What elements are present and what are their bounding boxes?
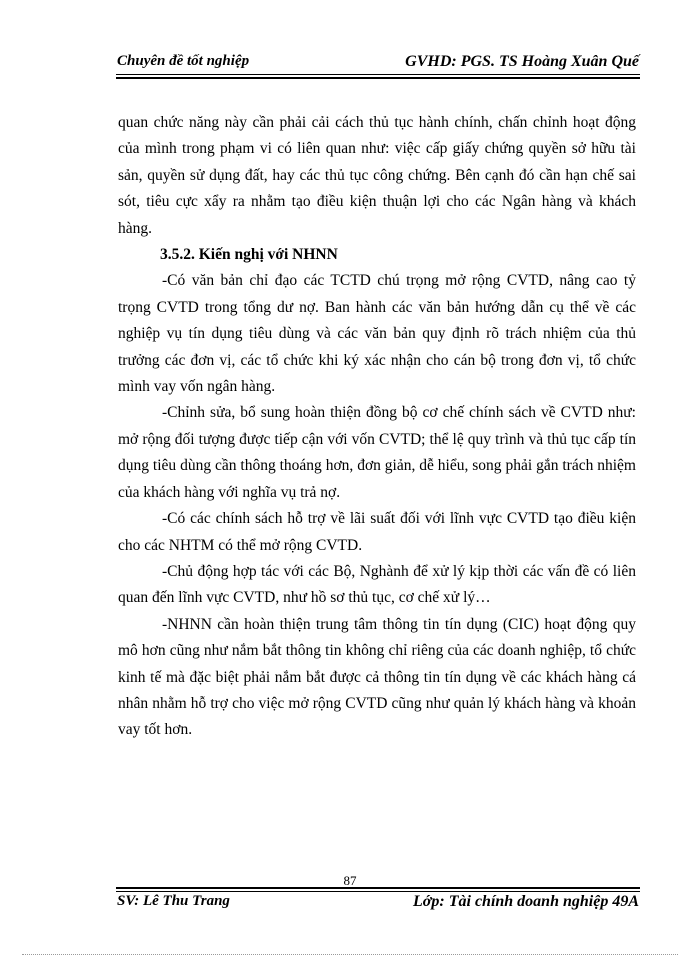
header-rule-thin: [116, 74, 640, 75]
page-header: [117, 50, 639, 72]
body-paragraph: -Chỉnh sửa, bổ sung hoàn thiện đồng bộ cơ chế chính sách về CVTD như: mở rộng đối tượng được tiếp cận với vốn CVTD; thể lệ quy trình và thủ tục cấp tín dụng tiêu dùng cần thông thoáng hơn, đơn giản, dễ hiểu, song phải gắn trách nhiệm của khách hàng với nghĩa vụ trả nợ.: [118, 404, 636, 501]
header-document-type: Chuyên đề tốt nghiệp: [117, 53, 250, 69]
page-edge-divider: [22, 954, 678, 955]
header-supervisor: GVHD: PGS. TS Hoàng Xuân Quế: [405, 53, 639, 70]
page-body: [118, 110, 636, 744]
footer-student: SV: Lê Thu Trang: [117, 893, 230, 909]
footer-class: Lớp: Tài chính doanh nghiệp 49A: [413, 893, 639, 910]
body-paragraph: -Chủ động hợp tác với các Bộ, Nghành để xử lý kịp thời các vấn đề có liên quan đến lĩnh vực CVTD, như hồ sơ thủ tục, cơ chế xử lý…: [118, 562, 636, 607]
section-heading: 3.5.2. Kiến nghị với NHNN: [160, 246, 338, 264]
body-paragraph: -NHNN cần hoàn thiện trung tâm thông tin tín dụng (CIC) hoạt động quy mô hơn cũng như nắm bắt thông tin không chỉ riêng của các doanh nghiệp, tổ chức kinh tế mà đặc biệt phải nắm bắt được cả thông tin tín dụng về các khách hàng cá nhân nhằm hỗ trợ cho việc mở rộng CVTD cũng như quản lý khách hàng và khoản vay tốt hơn.: [118, 615, 636, 739]
page-number: 87: [343, 873, 357, 888]
page-footer: [117, 893, 639, 915]
footer-rule-thick: [116, 887, 640, 889]
body-paragraph: -Có các chính sách hỗ trợ về lãi suất đối với lĩnh vực CVTD tạo điều kiện cho các NHTM có thể mở rộng CVTD.: [118, 510, 636, 554]
continuation-paragraph: quan chức năng này cần phải cải cách thủ tục hành chính, chấn chỉnh hoạt động của mình trong phạm vi có liên quan như: việc cấp giấy chứng quyền sở hữu tài sản, quyền sử dụng đất, hay các thủ tục công chứng. Bên cạnh đó cần hạn chế sai sót, tiêu cực xẩy ra nhằm tạo điều kiện thuận lợi cho các Ngân hàng và khách hàng.: [118, 114, 636, 237]
footer-rule-thin: [116, 891, 640, 892]
body-paragraph: -Có văn bản chỉ đạo các TCTD chú trọng mở rộng CVTD, nâng cao tỷ trọng CVTD trong tổng dư nợ. Ban hành các văn bản hướng dẫn cụ thể về các nghiệp vụ tín dụng tiêu dùng và các văn bản quy định rõ trách nhiệm của thủ trưởng các đơn vị, các tổ chức khi ký xác nhận cho cán bộ trong đơn vị, tổ chức mình vay vốn ngân hàng.: [118, 272, 636, 396]
header-rule-thick: [116, 77, 640, 79]
